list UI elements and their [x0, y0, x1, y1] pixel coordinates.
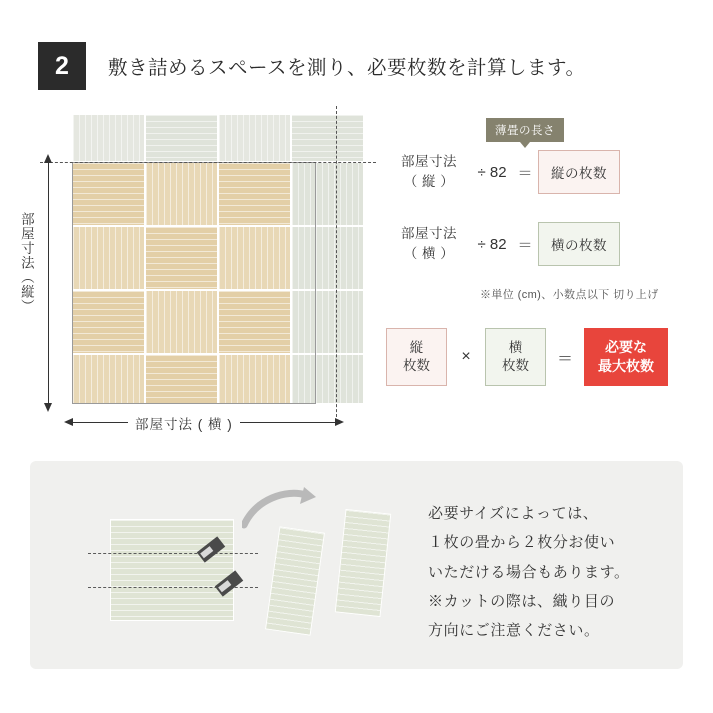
divisor-value: 82: [489, 163, 507, 181]
result-horizontal-count: 横の枚数: [538, 222, 620, 266]
tatami-tile: [145, 162, 218, 226]
tatami-tile: [72, 354, 145, 404]
tatami-tile: [218, 354, 291, 404]
vertical-count-line2: 枚数: [403, 358, 430, 374]
tatami-tile: [72, 226, 145, 290]
measurement-diagram: [0, 100, 713, 450]
divisor-value-2: 82: [489, 235, 507, 253]
vertical-count-box: [386, 328, 447, 386]
horizontal-count-line2: 枚数: [502, 358, 529, 374]
dashed-guide-vertical: [336, 106, 337, 422]
total-required-line1: 必要な: [605, 339, 647, 356]
formula-term-vertical-line2: （ 縦 ）: [403, 174, 455, 189]
tatami-tile: [72, 114, 145, 162]
unit-note: ※単位 (cm)、小数点以下 切り上げ: [480, 289, 659, 301]
tatami-tile: [145, 226, 218, 290]
vertical-dimension-arrow: [48, 162, 49, 404]
horizontal-dimension-label: 部屋寸法 ( 横 ): [128, 413, 240, 433]
cut-piece-2: [335, 509, 392, 617]
tatami-tile: [145, 290, 218, 354]
cut-piece-1: [265, 526, 325, 635]
formula-row-vertical: [386, 150, 696, 194]
equals-symbol-3: ＝: [556, 350, 573, 368]
tip-line-2: １枚の畳から２枚分お使い: [428, 534, 616, 552]
horizontal-count-box: [485, 328, 546, 386]
tatami-tile: [218, 226, 291, 290]
total-required-count-box: [584, 328, 668, 386]
cutting-tip-panel: [30, 461, 683, 669]
result-vertical-count: 縦の枚数: [538, 150, 620, 194]
vertical-dimension-label: 部屋寸法（縦）: [18, 212, 34, 314]
tatami-tile: [291, 226, 364, 290]
page-title: 敷き詰めるスペースを測り、必要枚数を計算します。: [108, 57, 586, 79]
thin-tatami-length-note: 薄畳の長さ: [486, 118, 564, 142]
tatami-floor-grid: [72, 114, 364, 404]
tip-line-3: いただける場合もあります。: [428, 563, 630, 581]
formula-term-horizontal: [386, 224, 472, 263]
tatami-tile: [291, 354, 364, 404]
tatami-tile: [291, 114, 364, 162]
multiply-symbol: ×: [461, 348, 471, 366]
dashed-guide-horizontal: [40, 162, 376, 163]
tatami-tile: [145, 114, 218, 162]
formula-term-horizontal-line2: （ 横 ）: [403, 246, 455, 261]
tip-line-4: ※カットの際は、織り目の: [428, 592, 616, 610]
divide-symbol: ÷: [477, 163, 486, 181]
tip-line-5: 方向にご注意ください。: [428, 622, 600, 639]
tatami-tile: [291, 162, 364, 226]
horizontal-count-line1: 横: [508, 340, 523, 355]
vertical-count-line1: 縦: [409, 340, 424, 355]
tatami-tile: [145, 354, 218, 404]
divide-symbol-2: ÷: [477, 235, 486, 253]
full-tatami-mat: [110, 519, 234, 621]
tip-line-1: 必要サイズによっては、: [428, 505, 599, 522]
equals-symbol: ＝: [517, 164, 533, 182]
divide-operator: [472, 164, 512, 181]
divide-operator-2: [472, 236, 512, 253]
cut-guide-line-1: [88, 553, 258, 554]
cutting-tip-text: [428, 499, 630, 645]
curved-arrow-icon: [242, 487, 316, 529]
formula-term-vertical-line1: 部屋寸法: [401, 154, 457, 170]
total-required-line2: 最大枚数: [598, 358, 654, 375]
tatami-tile: [291, 290, 364, 354]
tatami-tile: [218, 290, 291, 354]
formula-row-total: [386, 328, 668, 386]
formula-term-vertical: [386, 152, 472, 191]
tatami-tile: [218, 162, 291, 226]
equals-symbol-2: ＝: [517, 236, 533, 254]
formula-row-horizontal: [386, 222, 696, 266]
formula-term-horizontal-line1: 部屋寸法: [401, 226, 457, 242]
step-header: [38, 42, 585, 90]
tatami-tile: [72, 162, 145, 226]
tatami-tile: [218, 114, 291, 162]
tatami-tile: [72, 290, 145, 354]
step-number-badge: 2: [38, 42, 86, 90]
